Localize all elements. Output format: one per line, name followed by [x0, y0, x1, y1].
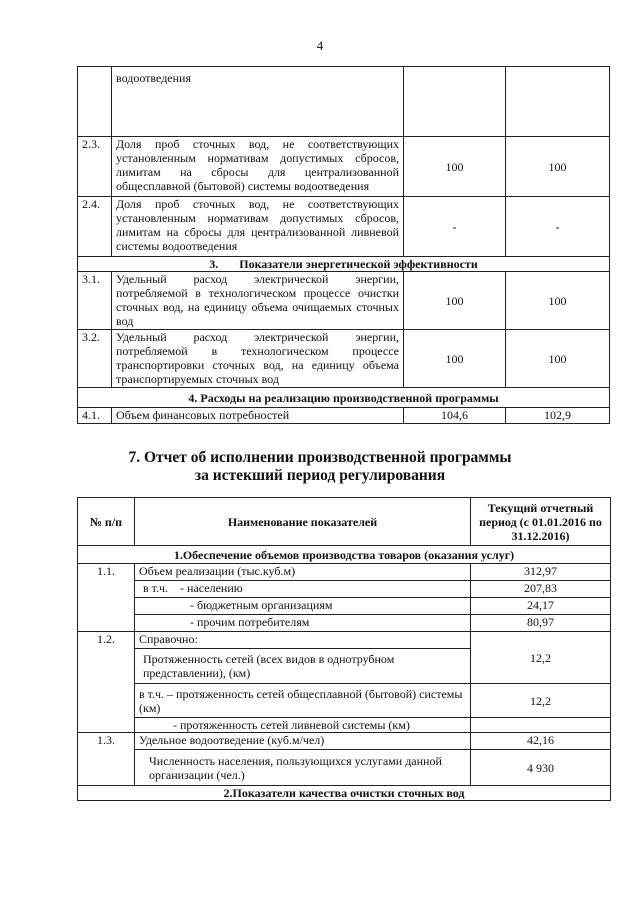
table-row [78, 733, 611, 750]
indicator-name: Удельный расход электрической энергии, потребляемой в технологическом процессе транспортировки сточных вод, на единицу объема транспортируемых сточных вод [112, 330, 404, 388]
table-row [78, 137, 610, 197]
section-row [78, 786, 611, 801]
indicator-name: Удельное водоотведение (куб.м/чел) [135, 733, 471, 750]
row-number: 1.2. [78, 632, 135, 733]
row-number: 4.1. [78, 408, 112, 424]
section-heading: 2.Показатели качества очистки сточных вод [78, 786, 611, 801]
table-row [78, 598, 611, 615]
indicator-name: Объем реализации (тыс.куб.м) [135, 564, 471, 581]
indicator-value: 100 [506, 272, 610, 330]
indicator-value: 207,83 [471, 581, 611, 598]
table-row [78, 581, 611, 598]
page-number: 4 [316, 38, 324, 53]
continued-text: водоотведения [112, 67, 404, 137]
section-heading: 1.Обеспечение объемов производства товаров (оказания услуг) [78, 546, 611, 564]
header-row [78, 498, 611, 546]
indicator-value: 12,2 [471, 684, 611, 718]
indicator-value [471, 718, 611, 733]
indicator-value: 100 [404, 137, 506, 197]
section-title-line: 7. Отчет об исполнении производственной программы [128, 449, 512, 466]
indicator-name: Протяженность сетей (всех видов в однотрубном представлении), (км) [135, 649, 471, 684]
table-row [78, 684, 611, 718]
indicator-name: Численность населения, пользующихся услугами данной организации (чел.) [135, 750, 471, 786]
indicator-name: в т.ч. - населению [135, 581, 471, 598]
indicator-name: Объем финансовых потребностей [112, 408, 404, 424]
indicator-value: 100 [404, 330, 506, 388]
indicator-name: - протяженность сетей ливневой системы (км) [135, 718, 471, 733]
column-header-name: Наименование показателей [135, 498, 471, 546]
table-row [78, 750, 611, 786]
indicator-value: 100 [404, 272, 506, 330]
indicator-name: Доля проб сточных вод, не соответствующих установленным нормативам допустимых сбросов, лимитам на сбросы для централизованной общесплавной (бытовой) системы водоотведения [112, 137, 404, 197]
report-table [77, 497, 611, 801]
row-number: 1.1. [78, 564, 135, 632]
indicator-value: 42,16 [471, 733, 611, 750]
table-row [78, 632, 611, 649]
column-header-value: Текущий отчетный период (с 01.01.2016 по 31.12.2016) [471, 498, 611, 546]
indicator-value: 12,2 [471, 632, 611, 684]
reference-label: Справочно: [135, 632, 471, 649]
indicator-name: Удельный расход электрической энергии, потребляемой в технологическом процессе очистки сточных вод, на единицу объема очищаемых сточных вод [112, 272, 404, 330]
section-title-line: за истекший период регулирования [194, 467, 446, 484]
table-row [78, 564, 611, 581]
indicator-value: 100 [506, 330, 610, 388]
indicator-value: - [506, 197, 610, 257]
indicator-value: 80,97 [471, 615, 611, 632]
row-number: 3.2. [78, 330, 112, 388]
indicator-name: в т.ч. – протяженность сетей общесплавной (бытовой) системы (км) [135, 684, 471, 718]
table-row [78, 408, 610, 424]
indicators-table [77, 66, 610, 424]
row-number: 1.3. [78, 733, 135, 786]
indicator-name: - прочим потребителям [135, 615, 471, 632]
section-heading: 4. Расходы на реализацию производственной программы [78, 388, 610, 408]
section-row [78, 546, 611, 564]
indicator-value: 104,6 [404, 408, 506, 424]
row-number: 2.4. [78, 197, 112, 257]
row-number: 3.1. [78, 272, 112, 330]
indicator-value: - [404, 197, 506, 257]
column-header-num: № п/п [78, 498, 135, 546]
section-row [78, 388, 610, 408]
row-number: 2.3. [78, 137, 112, 197]
section-title [0, 449, 640, 485]
table-row [78, 197, 610, 257]
indicator-value: 312,97 [471, 564, 611, 581]
indicator-value: 24,17 [471, 598, 611, 615]
table-row [78, 615, 611, 632]
indicator-value: 4 930 [471, 750, 611, 786]
indicator-name: - бюджетным организациям [135, 598, 471, 615]
table-row [78, 67, 610, 137]
indicator-value: 100 [506, 137, 610, 197]
table-row [78, 330, 610, 388]
indicator-name: Доля проб сточных вод, не соответствующих установленным нормативам допустимых сбросов, лимитам на сбросы для централизованной ливневой системы водоотведения [112, 197, 404, 257]
section-heading: 3. Показатели энергетической эффективности [78, 257, 610, 272]
indicator-value: 102,9 [506, 408, 610, 424]
section-row [78, 257, 610, 272]
table-row [78, 718, 611, 733]
table-row [78, 272, 610, 330]
